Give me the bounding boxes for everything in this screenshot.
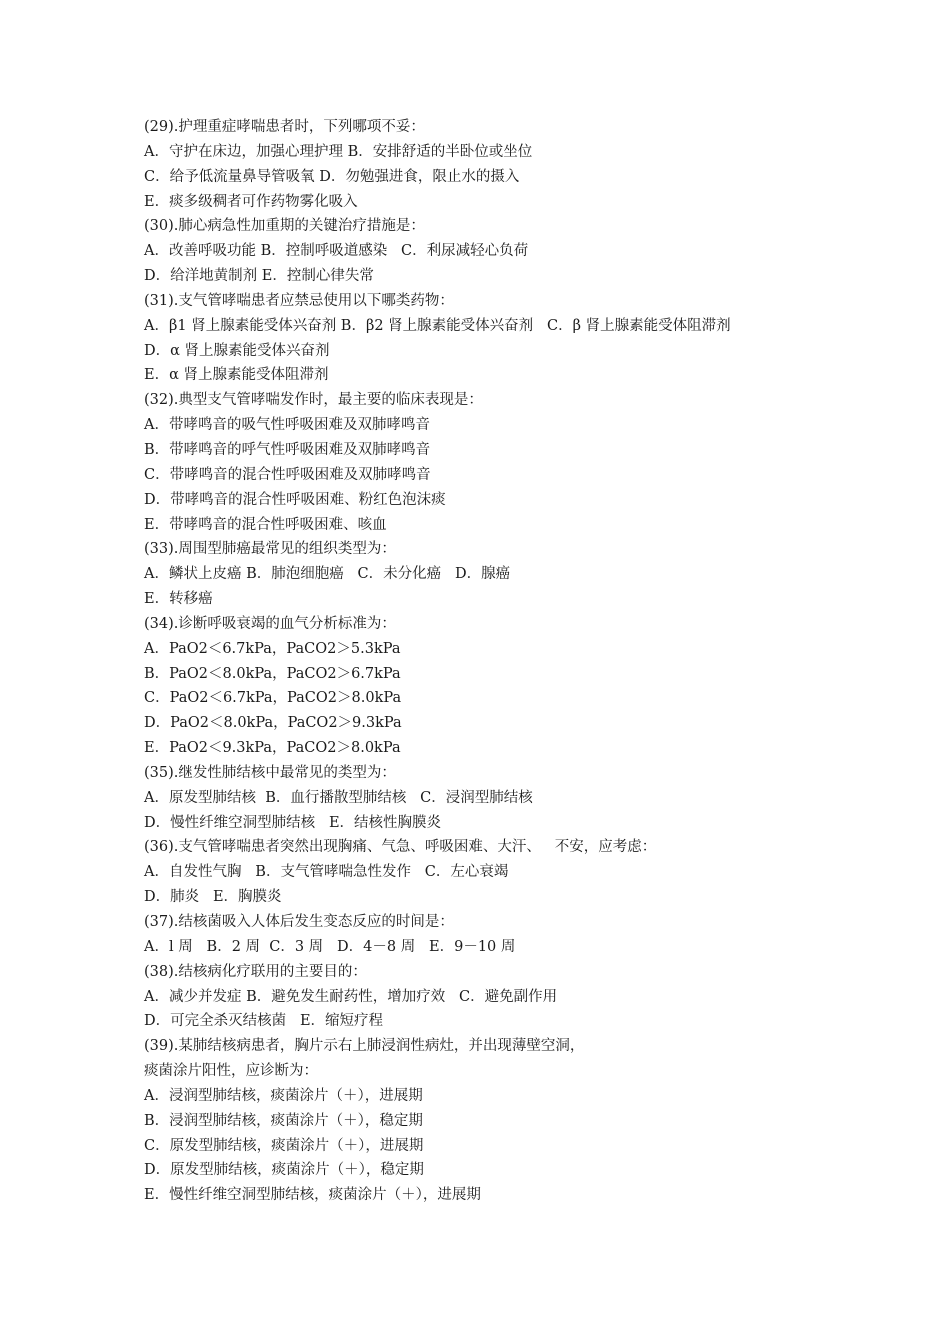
question-38-options-de: D．可完全杀灭结核菌 E．缩短疗程 bbox=[144, 1013, 384, 1030]
question-36-stem: (36).支气管哮喘患者突然出现胸痛、气急、呼吸困难、大汗、 不安，应考虑： bbox=[144, 839, 657, 856]
question-34-option-a: A．PaO2＜6.7kPa，PaCO2＞5.3kPa bbox=[144, 640, 401, 657]
question-32-option-d: D．带哮鸣音的混合性呼吸困难、粉红色泡沫痰 bbox=[144, 491, 446, 508]
question-31-option-e: E．α 肾上腺素能受体阻滞剂 bbox=[144, 367, 329, 384]
question-39-option-b: B．浸润型肺结核，痰菌涂片（＋），稳定期 bbox=[144, 1112, 423, 1129]
question-34-option-d: D．PaO2＜8.0kPa，PaCO2＞9.3kPa bbox=[144, 715, 402, 732]
question-35-options-de: D．慢性纤维空洞型肺结核 E．结核性胸膜炎 bbox=[144, 814, 442, 831]
document-page bbox=[144, 115, 844, 1208]
question-39-stem-continued: 痰菌涂片阳性，应诊断为： bbox=[144, 1063, 318, 1080]
question-32-option-e: E．带哮鸣音的混合性呼吸困难、咳血 bbox=[144, 516, 387, 533]
question-37-stem: (37).结核菌吸入人体后发生变态反应的时间是： bbox=[144, 914, 454, 930]
question-34-option-e: E．PaO2＜9.3kPa，PaCO2＞8.0kPa bbox=[144, 740, 401, 757]
question-39-stem: (39).某肺结核病患者，胸片示右上肺浸润性病灶，并出现薄壁空洞， bbox=[144, 1038, 585, 1055]
question-31-stem: (31).支气管哮喘患者应禁忌使用以下哪类药物： bbox=[144, 292, 454, 309]
question-36-options-abc: A．自发性气胸 B．支气管哮喘急性发作 C．左心衰竭 bbox=[144, 864, 509, 881]
question-32-option-b: B．带哮鸣音的呼气性呼吸困难及双肺哮鸣音 bbox=[144, 441, 431, 458]
question-31-options-abc: A．β1 肾上腺素能受体兴奋剂 B．β2 肾上腺素能受体兴奋剂 C．β 肾上腺素能受体阻滞剂 bbox=[144, 317, 731, 334]
question-30-options-abc: A．改善呼吸功能 B．控制呼吸道感染 C．利尿减轻心负荷 bbox=[144, 243, 529, 260]
question-39-option-c: C．原发型肺结核，痰菌涂片（＋），进展期 bbox=[144, 1137, 424, 1154]
question-38-stem: (38).结核病化疗联用的主要目的： bbox=[144, 963, 367, 980]
question-29-stem: (29).护理重症哮喘患者时，下列哪项不妥： bbox=[144, 119, 425, 135]
question-39-option-e: E．慢性纤维空洞型肺结核，痰菌涂片（＋），进展期 bbox=[144, 1187, 481, 1204]
question-38-options-abc: A．减少并发症 B．避免发生耐药性，增加疗效 C．避免副作用 bbox=[144, 988, 558, 1005]
question-35-stem: (35).继发性肺结核中最常见的类型为： bbox=[144, 764, 396, 781]
question-29-options-cd: C．给予低流量鼻导管吸氧 D．勿勉强进食，限止水的摄入 bbox=[144, 168, 520, 185]
question-29-options-ab: A．守护在床边，加强心理护理 B．安排舒适的半卧位或坐位 bbox=[144, 143, 533, 160]
question-35-options-abc: A．原发型肺结核 B．血行播散型肺结核 C．浸润型肺结核 bbox=[144, 789, 533, 806]
question-39-option-a: A．浸润型肺结核，痰菌涂片（＋），进展期 bbox=[144, 1087, 423, 1104]
question-31-option-d: D．α 肾上腺素能受体兴奋剂 bbox=[144, 342, 330, 359]
question-30-options-de: D．给洋地黄制剂 E．控制心律失常 bbox=[144, 268, 374, 285]
question-30-stem: (30).肺心病急性加重期的关键治疗措施是： bbox=[144, 218, 425, 235]
question-33-options-abcd: A．鳞状上皮癌 B．肺泡细胞癌 C．未分化癌 D．腺癌 bbox=[144, 566, 511, 583]
question-32-option-a: A．带哮鸣音的吸气性呼吸困难及双肺哮鸣音 bbox=[144, 417, 430, 434]
question-29-option-e: E．痰多级稠者可作药物雾化吸入 bbox=[144, 193, 358, 210]
question-33-stem: (33).周围型肺癌最常见的组织类型为： bbox=[144, 541, 396, 558]
question-39-option-d: D．原发型肺结核，痰菌涂片（＋），稳定期 bbox=[144, 1162, 424, 1179]
question-33-option-e: E．转移癌 bbox=[144, 591, 213, 608]
question-32-option-c: C．带哮鸣音的混合性呼吸困难及双肺哮鸣音 bbox=[144, 466, 431, 483]
question-34-stem: (34).诊断呼吸衰竭的血气分析标准为： bbox=[144, 615, 396, 632]
question-37-options: A．l 周 B．2 周 C．3 周 D．4－8 周 E．9－10 周 bbox=[144, 938, 516, 955]
question-34-option-b: B．PaO2＜8.0kPa，PaCO2＞6.7kPa bbox=[144, 665, 401, 682]
question-32-stem: (32).典型支气管哮喘发作时，最主要的临床表现是： bbox=[144, 392, 483, 409]
question-34-option-c: C．PaO2＜6.7kPa，PaCO2＞8.0kPa bbox=[144, 690, 402, 707]
question-36-options-de: D．肺炎 E．胸膜炎 bbox=[144, 889, 282, 906]
